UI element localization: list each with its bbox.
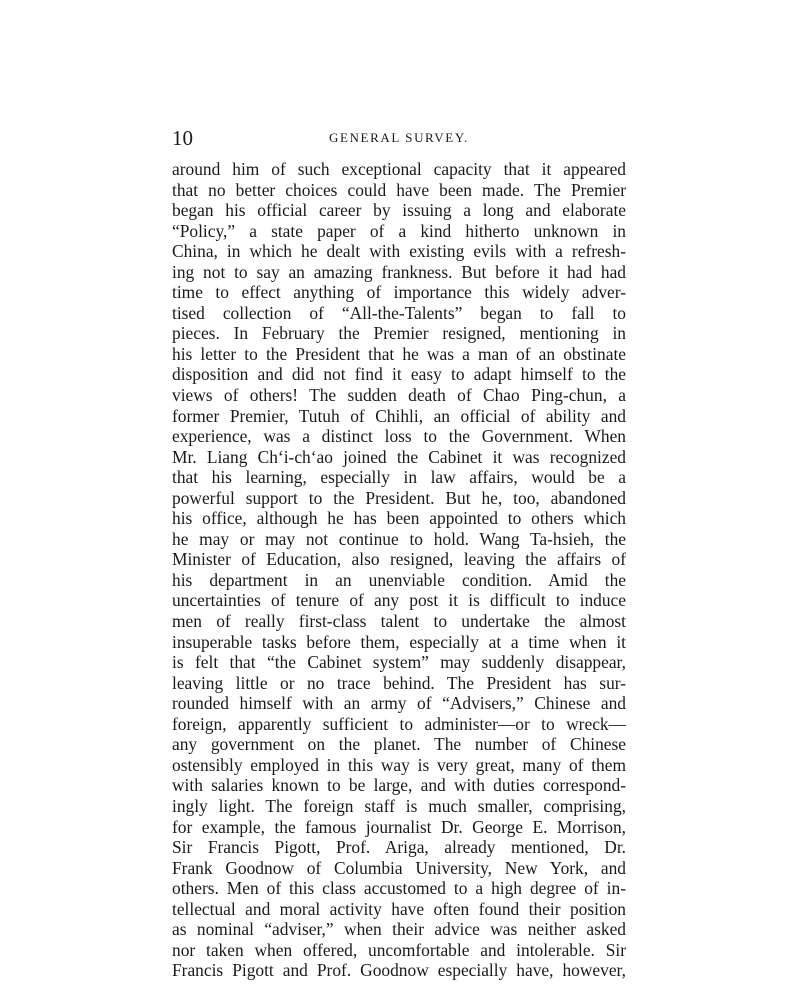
text-line: tellectual and moral activity have often found their position <box>172 898 626 919</box>
text-line: ing not to say an amazing frankness. But before it had had <box>172 261 626 282</box>
text-line: powerful support to the President. But he, too, abandoned <box>172 487 626 508</box>
text-line: time to effect anything of importance this widely adver- <box>172 282 626 303</box>
page-header <box>172 124 626 152</box>
text-line: men of really first-class talent to undertake the almost <box>172 611 626 632</box>
text-line: “Policy,” a state paper of a kind hitherto unknown in <box>172 220 626 241</box>
text-line: ostensibly employed in this way is very great, many of them <box>172 754 626 775</box>
text-line: foreign, apparently sufficient to administer—or to wreck— <box>172 713 626 734</box>
text-line: Francis Pigott and Prof. Goodnow especially have, however, <box>172 960 626 981</box>
text-line: around him of such exceptional capacity that it appeared <box>172 159 626 179</box>
text-line: with salaries known to be large, and with duties correspond- <box>172 775 626 796</box>
text-line: leaving little or no trace behind. The President has sur- <box>172 672 626 693</box>
text-line: ingly light. The foreign staff is much smaller, comprising, <box>172 795 626 816</box>
text-line: for example, the famous journalist Dr. George E. Morrison, <box>172 816 626 837</box>
text-line: former Premier, Tutuh of Chihli, an official of ability and <box>172 405 626 426</box>
text-line: experience, was a distinct loss to the Government. When <box>172 426 626 447</box>
text-line: Mr. Liang Ch‘i-ch‘ao joined the Cabinet it was recognized <box>172 446 626 467</box>
text-line: China, in which he dealt with existing evils with a refresh- <box>172 241 626 262</box>
text-line: began his official career by issuing a long and elaborate <box>172 200 626 221</box>
running-head: GENERAL SURVEY. <box>329 130 469 145</box>
text-line: his department in an unenviable condition. Amid the <box>172 569 626 590</box>
text-line: uncertainties of tenure of any post it is difficult to induce <box>172 590 626 611</box>
text-line: tised collection of “All-the-Talents” began to fall to <box>172 302 626 323</box>
text-line: pieces. In February the Premier resigned, mentioning in <box>172 323 626 344</box>
text-line: that no better choices could have been made. The Premier <box>172 179 626 200</box>
text-line: Frank Goodnow of Columbia University, New York, and <box>172 857 626 878</box>
text-line: nor taken when offered, uncomfortable and intolerable. Sir <box>172 939 626 960</box>
text-line: his office, although he has been appointed to others which <box>172 508 626 529</box>
text-line: his letter to the President that he was a man of an obstinate <box>172 343 626 364</box>
text-line: Sir Francis Pigott, Prof. Ariga, already mentioned, Dr. <box>172 837 626 858</box>
text-line: disposition and did not find it easy to adapt himself to the <box>172 364 626 385</box>
text-line: views of others! The sudden death of Chao Ping-chun, a <box>172 385 626 406</box>
text-line: rounded himself with an army of “Advisers,” Chinese and <box>172 693 626 714</box>
text-line: others. Men of this class accustomed to a high degree of in- <box>172 878 626 899</box>
text-line: he may or may not continue to hold. Wang Ta-hsieh, the <box>172 528 626 549</box>
page-number: 10 <box>172 126 193 150</box>
text-line: is felt that “the Cabinet system” may suddenly disappear, <box>172 652 626 673</box>
text-line: any government on the planet. The number of Chinese <box>172 734 626 755</box>
text-line: Minister of Education, also resigned, leaving the affairs of <box>172 549 626 570</box>
body-paragraph <box>172 159 626 981</box>
text-line: as nominal “adviser,” when their advice was neither asked <box>172 919 626 940</box>
text-line: insuperable tasks before them, especially at a time when it <box>172 631 626 652</box>
text-line: that his learning, especially in law affairs, would be a <box>172 467 626 488</box>
